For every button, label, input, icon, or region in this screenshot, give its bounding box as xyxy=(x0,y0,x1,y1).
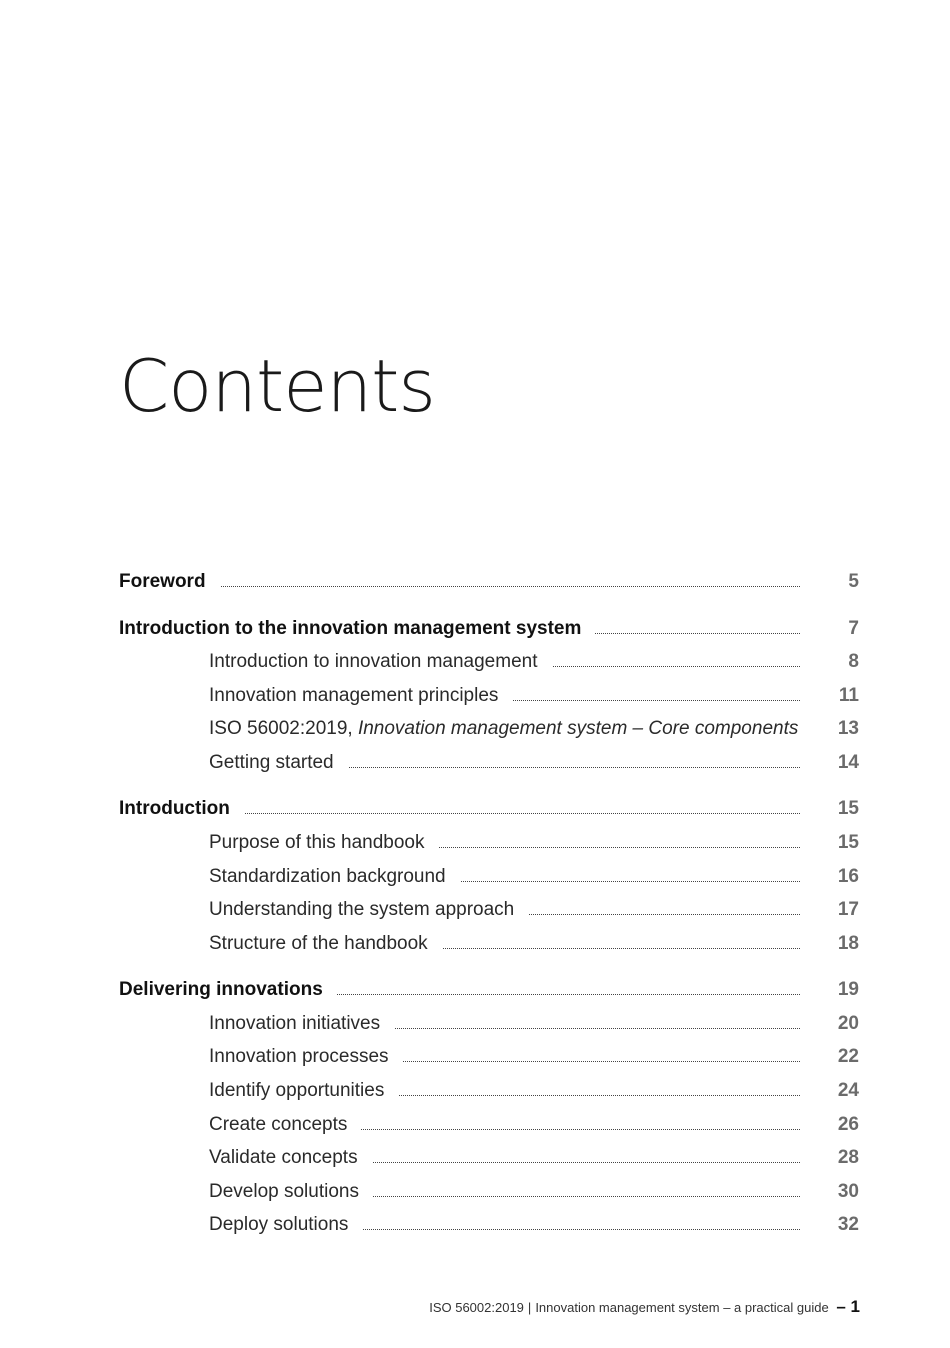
toc-entry-label: Standardization background xyxy=(209,863,460,891)
toc-entry-identify-opportunities[interactable] xyxy=(0,1077,950,1105)
toc-entry-label: Foreword xyxy=(119,568,220,596)
toc-entry-standardization-background[interactable] xyxy=(0,863,950,891)
toc-entry-label xyxy=(209,715,802,743)
toc-entry-create-concepts[interactable] xyxy=(0,1111,950,1139)
toc-entry-introduction-to-innovation-management[interactable] xyxy=(0,648,950,676)
toc-entry-understanding-system-approach[interactable] xyxy=(0,896,950,924)
footer-separator: | xyxy=(527,1300,532,1315)
toc-leader-dots xyxy=(200,586,800,587)
toc-entry-label: Validate concepts xyxy=(209,1144,372,1172)
toc-entry-label: Identify opportunities xyxy=(209,1077,398,1105)
toc-entry-label: Innovation management principles xyxy=(209,682,512,710)
toc-entry-label: Deploy solutions xyxy=(209,1211,362,1239)
toc-entry-deploy-solutions[interactable] xyxy=(0,1211,950,1239)
toc-leader-dots xyxy=(300,1229,800,1230)
toc-page-number: 17 xyxy=(837,899,859,920)
toc-page-number: 16 xyxy=(837,866,859,887)
toc-leader-dots xyxy=(300,1196,800,1197)
toc-page-number: 24 xyxy=(837,1080,859,1101)
toc-page-number: 8 xyxy=(848,651,859,672)
toc-entry-label: Delivering innovations xyxy=(119,976,337,1004)
toc-entry-iso-56002-core-components[interactable] xyxy=(0,715,950,743)
toc-page-number: 13 xyxy=(837,718,859,739)
toc-page-number: 28 xyxy=(837,1147,859,1168)
footer-standard: ISO 56002:2019 xyxy=(429,1300,524,1315)
toc-entry-structure-of-handbook[interactable] xyxy=(0,930,950,958)
toc-page-number: 19 xyxy=(837,979,859,1000)
toc-entry-label: Develop solutions xyxy=(209,1178,373,1206)
toc-page-number: 20 xyxy=(837,1013,859,1034)
toc-leader-dots xyxy=(200,813,800,814)
toc-entry-foreword[interactable] xyxy=(0,568,950,596)
toc-page-number: 32 xyxy=(837,1214,859,1235)
toc-entry-purpose-of-handbook[interactable] xyxy=(0,829,950,857)
toc-entry-label: Innovation initiatives xyxy=(209,1010,394,1038)
footer-page-number xyxy=(836,1297,860,1316)
toc-entry-innovation-processes[interactable] xyxy=(0,1043,950,1071)
toc-entry-develop-solutions[interactable] xyxy=(0,1178,950,1206)
toc-page-number: 7 xyxy=(848,618,859,639)
page-title: Contents xyxy=(119,344,435,428)
toc-entry-label: Purpose of this handbook xyxy=(209,829,439,857)
toc-page-number: 18 xyxy=(837,933,859,954)
toc-entry-innovation-management-principles[interactable] xyxy=(0,682,950,710)
toc-page-number: 14 xyxy=(837,752,859,773)
toc-entry-label: Understanding the system approach xyxy=(209,896,528,924)
toc-entry-label: Structure of the handbook xyxy=(209,930,442,958)
toc-entry-validate-concepts[interactable] xyxy=(0,1144,950,1172)
toc-leader-dots xyxy=(300,1162,800,1163)
toc-page-number: 26 xyxy=(837,1114,859,1135)
toc-entry-introduction[interactable] xyxy=(0,795,950,823)
toc-entry-label-roman: ISO 56002:2019, xyxy=(209,718,358,739)
toc-entry-label: Create concepts xyxy=(209,1111,361,1139)
toc-entry-delivering-innovations[interactable] xyxy=(0,976,950,1004)
toc-entry-introduction-to-ims[interactable] xyxy=(0,615,950,643)
toc-leader-dots xyxy=(300,1129,800,1130)
toc-page-number: 22 xyxy=(837,1046,859,1067)
toc-entry-label-italic: Innovation management system – Core components xyxy=(357,718,799,739)
page-footer xyxy=(429,1297,860,1317)
toc-entry-label: Introduction to innovation management xyxy=(209,648,552,676)
footer-dash: – xyxy=(836,1297,846,1316)
toc-page-number: 30 xyxy=(837,1181,859,1202)
footer-page-value: 1 xyxy=(850,1297,860,1316)
toc-entry-innovation-initiatives[interactable] xyxy=(0,1010,950,1038)
toc-entry-label: Introduction to the innovation management system xyxy=(119,615,595,643)
toc-page-number: 15 xyxy=(837,798,859,819)
toc-entry-label: Getting started xyxy=(209,749,348,777)
footer-guide-title: Innovation management system – a practical guide xyxy=(535,1300,829,1315)
toc-page-number: 11 xyxy=(838,685,859,706)
toc-entry-label: Introduction xyxy=(119,795,244,823)
toc-entry-getting-started[interactable] xyxy=(0,749,950,777)
toc-page-number: 5 xyxy=(848,571,859,592)
toc-entry-label: Innovation processes xyxy=(209,1043,403,1071)
toc-page-number: 15 xyxy=(837,832,859,853)
toc-leader-dots xyxy=(300,767,800,768)
